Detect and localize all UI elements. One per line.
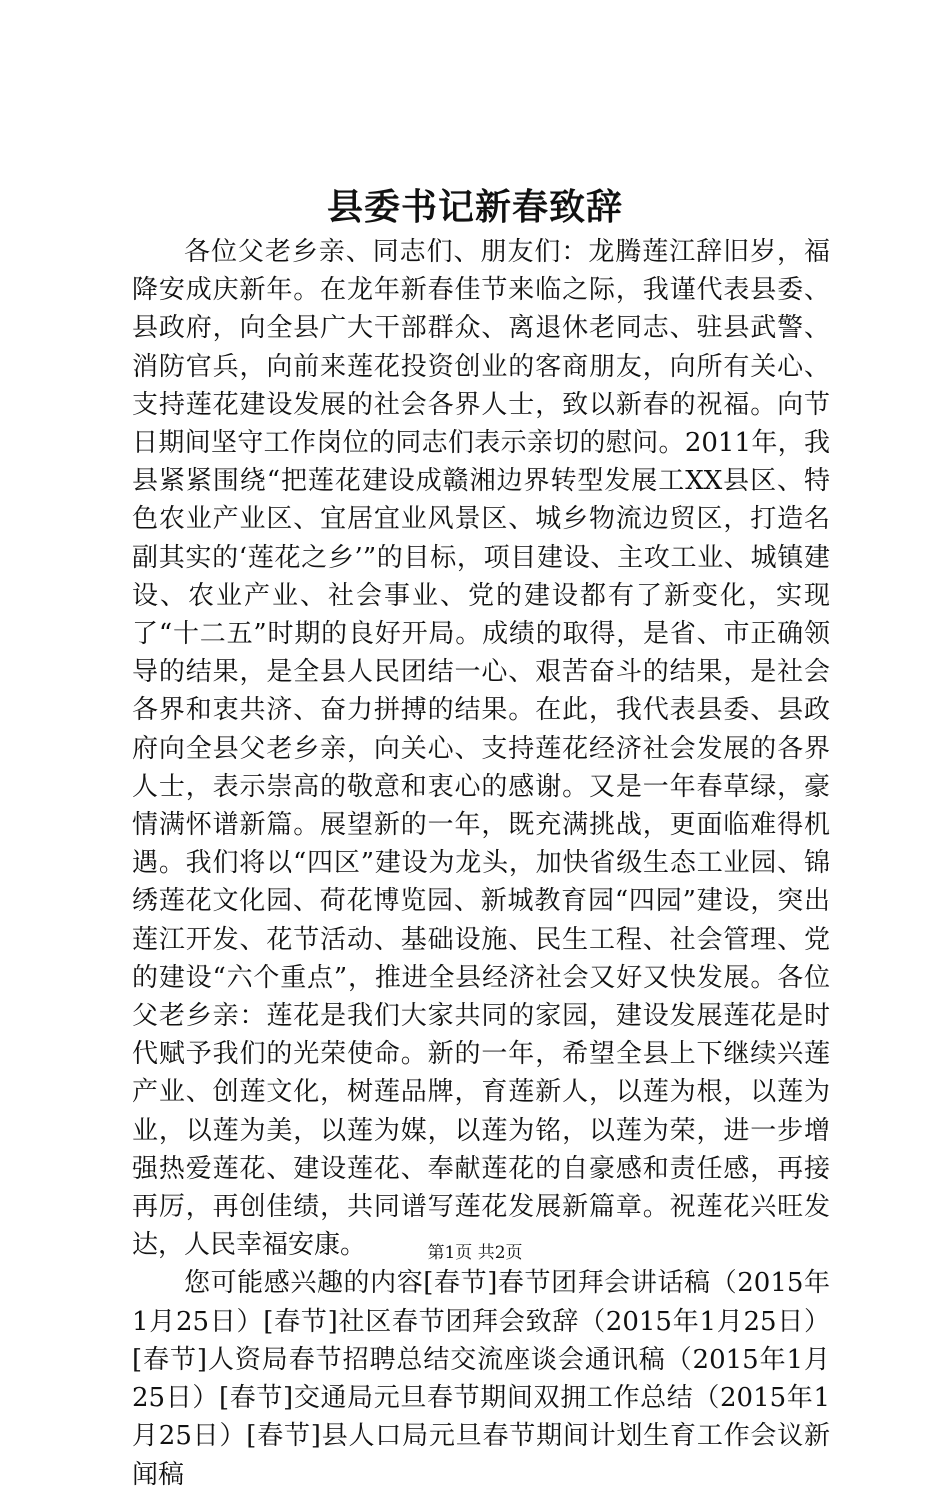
document-body — [132, 233, 830, 1494]
document-title: 县委书记新春致辞 — [326, 186, 623, 228]
page-footer: 第1页 共2页 — [427, 1243, 523, 1263]
body-paragraph-speech: 各位父老乡亲、同志们、朋友们：龙腾莲江辞旧岁，福降安成庆新年。在龙年新春佳节来临之际，我谨代表县委、县政府，向全县广大干部群众、离退休老同志、驻县武警、消防官兵，向前来莲花投资创业的客商朋友，向所有关心、支持莲花建设发展的社会各界人士，致以新春的祝福。向节日期间坚守工作岗位的同志们表示亲切的慰问。2011年，我县紧紧围绕“把莲花建设成赣湘边界转型发展工XX县区、特色农业产业区、宜居宜业风景区、城乡物流边贸区，打造名副其实的‘莲花之乡’”的目标，项目建设、主攻工业、城镇建设、农业产业、社会事业、党的建设都有了新变化，实现了“十二五”时期的良好开局。成绩的取得，是省、市正确领导的结果，是全县人民团结一心、艰苦奋斗的结果，是社会各界和衷共济、奋力拼搏的结果。在此，我代表县委、县政府向全县父老乡亲，向关心、支持莲花经济社会发展的各界人士，表示崇高的敬意和衷心的感谢。又是一年春草绿，豪情满怀谱新篇。展望新的一年，既充满挑战，更面临难得机遇。我们将以“四区”建设为龙头，加快省级生态工业园、锦绣莲花文化园、荷花博览园、新城教育园“四园”建设，突出莲江开发、花节活动、基础设施、民生工程、社会管理、党的建设“六个重点”，推进全县经济社会又好又快发展。各位父老乡亲：莲花是我们大家共同的家园，建设发展莲花是时代赋予我们的光荣使命。新的一年，希望全县上下继续兴莲产业、创莲文化，树莲品牌，育莲新人，以莲为根，以莲为业，以莲为美，以莲为媒，以莲为铭，以莲为荣，进一步增强热爱莲花、建设莲花、奉献莲花的自豪感和责任感，再接再厉，再创佳绩，共同谱写莲花发展新篇章。祝莲花兴旺发达，人民幸福安康。 — [132, 237, 830, 1261]
body-paragraph-related-content: 您可能感兴趣的内容[春节]春节团拜会讲话稿（2015年1月25日）[春节]社区春节团拜会致辞（2015年1月25日）[春节]人资局春节招聘总结交流座谈会通讯稿（2015年1月25日）[春节]交通局元旦春节期间双拥工作总结（2015年1月25日）[春节]县人口局元旦春节期间计划生育工作会议新闻稿 — [132, 1268, 830, 1490]
